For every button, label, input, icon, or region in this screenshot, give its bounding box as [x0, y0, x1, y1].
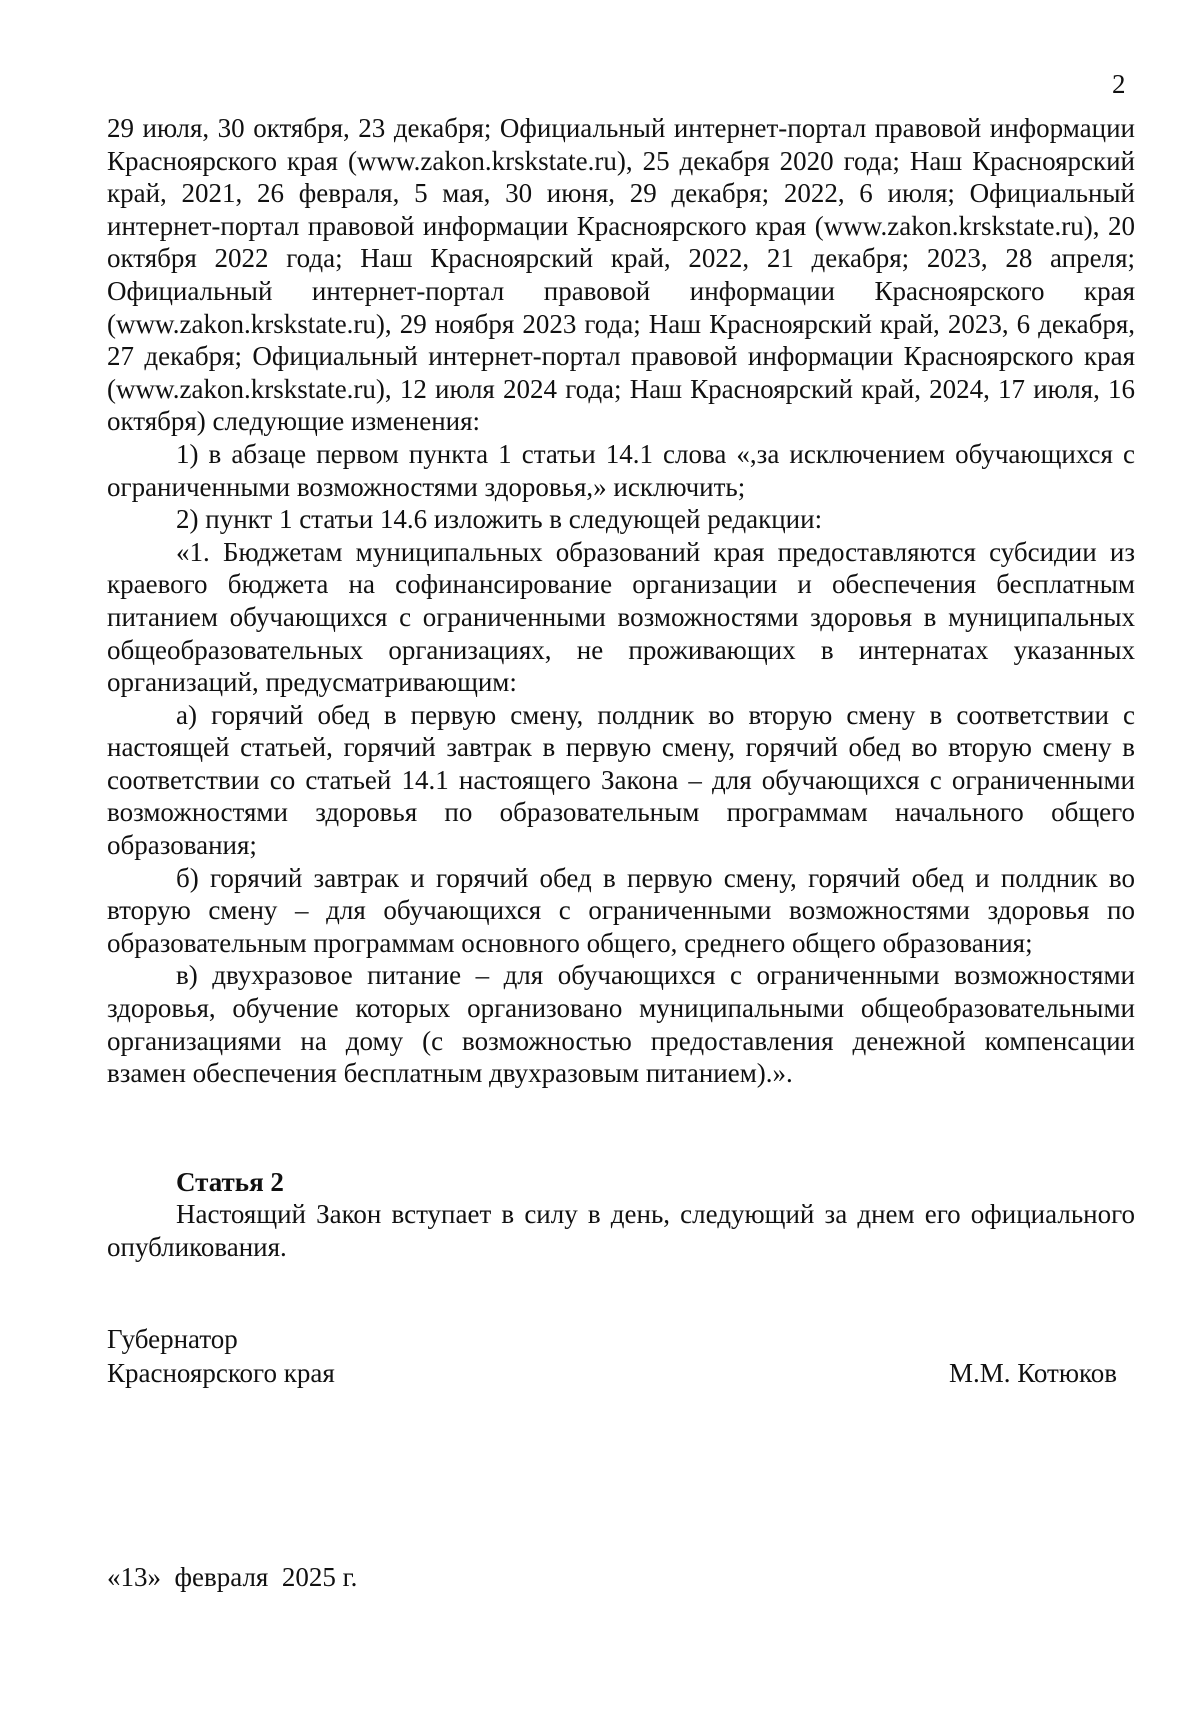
- law-amendment-text: [107, 112, 1135, 1090]
- signatory-name: М.М. Котюков: [948, 1358, 1117, 1388]
- signature-title-line-1: Губернатор: [107, 1324, 238, 1354]
- document-date: «13» февраля 2025 г.: [107, 1562, 358, 1592]
- paragraph-item-v: в) двухразовое питание – для обучающихся с ограниченными возможностями здоровья, обучение которых организовано муниципальными общеобразовательными организациями на дому (с возможностью предоставления денежной компенсации взамен обеспечения бесплатным двухразовым питанием).».: [107, 960, 1135, 1089]
- paragraph-amendment-1: 1) в абзаце первом пункта 1 статьи 14.1 слова «,за исключением обучающихся с ограниченными возможностями здоровья,» исключить;: [107, 438, 1135, 502]
- paragraph-item-b: б) горячий завтрак и горячий обед в первую смену, горячий обед и полдник во вторую смену – для обучающихся с ограниченными возможностями здоровья по образовательным программам основного общего, среднего общего образования;: [107, 862, 1135, 958]
- signature-block: [107, 1322, 1117, 1390]
- paragraph-subsidy-clause: «1. Бюджетам муниципальных образований края предоставляются субсидии из краевого бюджета на софинансирование организации и обеспечения бесплатным питанием обучающихся с ограниченными возможностями здоровья в муниципальных общеобразовательных организациях, не проживающих в интернатах указанных организаций, предусматривающим:: [107, 536, 1135, 698]
- page-number: 2: [1112, 69, 1126, 99]
- paragraph-item-a: а) горячий обед в первую смену, полдник во вторую смену в соответствии с настоящей статьей, горячий завтрак в первую смену, горячий обед во вторую смену в соответствии со статьей 14.1 настоящего Закона – для обучающихся с ограниченными возможностями здоровья по образовательным программам начального общего образования;: [107, 699, 1135, 861]
- article-2-text: Настоящий Закон вступает в силу в день, следующий за днем его официального опубликования.: [107, 1199, 1135, 1262]
- signature-title-line-2: Красноярского края: [107, 1358, 335, 1388]
- paragraph-publication-sources: 29 июля, 30 октября, 23 декабря; Официальный интернет-портал правовой информации Красноярского края (www.zakon.krskstate.ru), 25 декабря 2020 года; Наш Красноярский край, 2021, 26 февраля, 5 мая, 30 июня, 29 декабря; 2022, 6 июля; Официальный интернет-портал правовой информации Красноярского края (www.zakon.krskstate.ru), 20 октября 2022 года; Наш Красноярский край, 2022, 21 декабря; 2023, 28 апреля; Официальный интернет-портал правовой информации Красноярского края (www.zakon.krskstate.ru), 29 ноября 2023 года; Наш Красноярский край, 2023, 6 декабря, 27 декабря; Официальный интернет-портал правовой информации Красноярского края (www.zakon.krskstate.ru), 12 июля 2024 года; Наш Красноярский край, 2024, 17 июля, 16 октября) следующие изменения:: [107, 113, 1135, 437]
- paragraph-amendment-2: 2) пункт 1 статьи 14.6 изложить в следующей редакции:: [176, 504, 823, 535]
- article-2-body: [107, 1198, 1135, 1263]
- article-2-heading: Статья 2: [176, 1167, 284, 1197]
